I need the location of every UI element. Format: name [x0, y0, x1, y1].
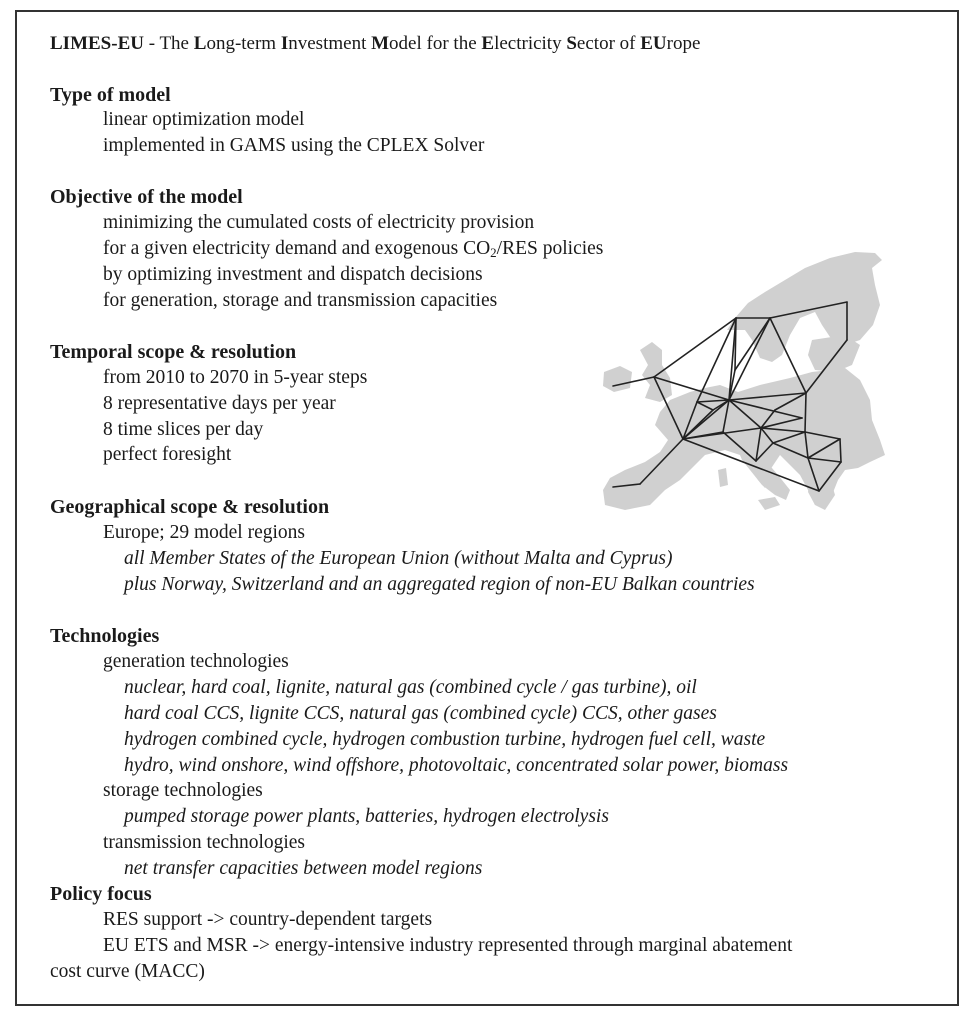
objective-text: for a given electricity demand and exogenous CO: [103, 238, 491, 259]
tech-generation-item: hard coal CCS, lignite CCS, natural gas (combined cycle) CCS, other gases: [124, 703, 717, 724]
section-heading-objective: Objective of the model: [50, 186, 243, 208]
tech-generation-item: hydrogen combined cycle, hydrogen combustion turbine, hydrogen fuel cell, waste: [124, 729, 766, 750]
europe-land: [603, 252, 885, 510]
objective-text-suffix: /RES policies: [496, 238, 604, 259]
title-part: E: [481, 33, 495, 54]
section-heading-policy: Policy focus: [50, 883, 152, 905]
geo-item: Europe; 29 model regions: [103, 522, 305, 543]
tech-generation-label: generation technologies: [103, 651, 289, 672]
title-part: ector of: [576, 33, 641, 54]
tech-storage-item: pumped storage power plants, batteries, hydrogen electrolysis: [124, 806, 609, 827]
title-part: nvestment: [288, 33, 372, 54]
tech-transmission-label: transmission technologies: [103, 832, 306, 853]
temporal-item: 8 time slices per day: [103, 419, 264, 440]
title-part: lectricity: [494, 33, 567, 54]
title-part: S: [566, 33, 577, 54]
title-part: L: [193, 33, 207, 54]
tech-generation-item: nuclear, hard coal, lignite, natural gas (combined cycle / gas turbine), oil: [124, 677, 697, 698]
title-part: EU: [640, 33, 667, 54]
title-part: ong-term: [206, 33, 281, 54]
objective-item: [103, 237, 603, 261]
co2-subscript: 2: [490, 245, 497, 260]
geo-subitem: plus Norway, Switzerland and an aggregated region of non-EU Balkan countries: [124, 574, 755, 595]
title-part: LIMES-EU: [50, 33, 144, 54]
temporal-item: 8 representative days per year: [103, 393, 336, 414]
geo-subitem: all Member States of the European Union (without Malta and Cyprus): [124, 548, 673, 569]
objective-item: by optimizing investment and dispatch decisions: [103, 264, 483, 285]
tech-transmission-item: net transfer capacities between model regions: [124, 858, 483, 879]
policy-continuation: cost curve (MACC): [50, 961, 205, 982]
title-part: - The: [143, 33, 194, 54]
title-part: rope: [666, 33, 701, 54]
objective-item: for generation, storage and transmission capacities: [103, 290, 498, 311]
type-item: implemented in GAMS using the CPLEX Solver: [103, 135, 485, 156]
title-part: M: [371, 33, 390, 54]
objective-item: minimizing the cumulated costs of electricity provision: [103, 212, 535, 233]
tech-generation-item: hydro, wind onshore, wind offshore, photovoltaic, concentrated solar power, biomass: [124, 755, 789, 776]
type-item: linear optimization model: [103, 109, 305, 130]
title-part: I: [280, 33, 289, 54]
policy-item: EU ETS and MSR -> energy-intensive industry represented through marginal abatement: [103, 935, 793, 956]
policy-item: RES support -> country-dependent targets: [103, 909, 433, 930]
document-title: [50, 32, 700, 56]
europe-network-map: [595, 245, 895, 520]
temporal-item: from 2010 to 2070 in 5-year steps: [103, 367, 368, 388]
section-heading-temporal: Temporal scope & resolution: [50, 341, 297, 363]
section-heading-type-of-model: Type of model: [50, 84, 171, 106]
section-heading-technologies: Technologies: [50, 625, 160, 647]
title-part: odel for the: [389, 33, 482, 54]
temporal-item: perfect foresight: [103, 444, 232, 465]
tech-storage-label: storage technologies: [103, 780, 263, 801]
section-heading-geographical: Geographical scope & resolution: [50, 496, 330, 518]
